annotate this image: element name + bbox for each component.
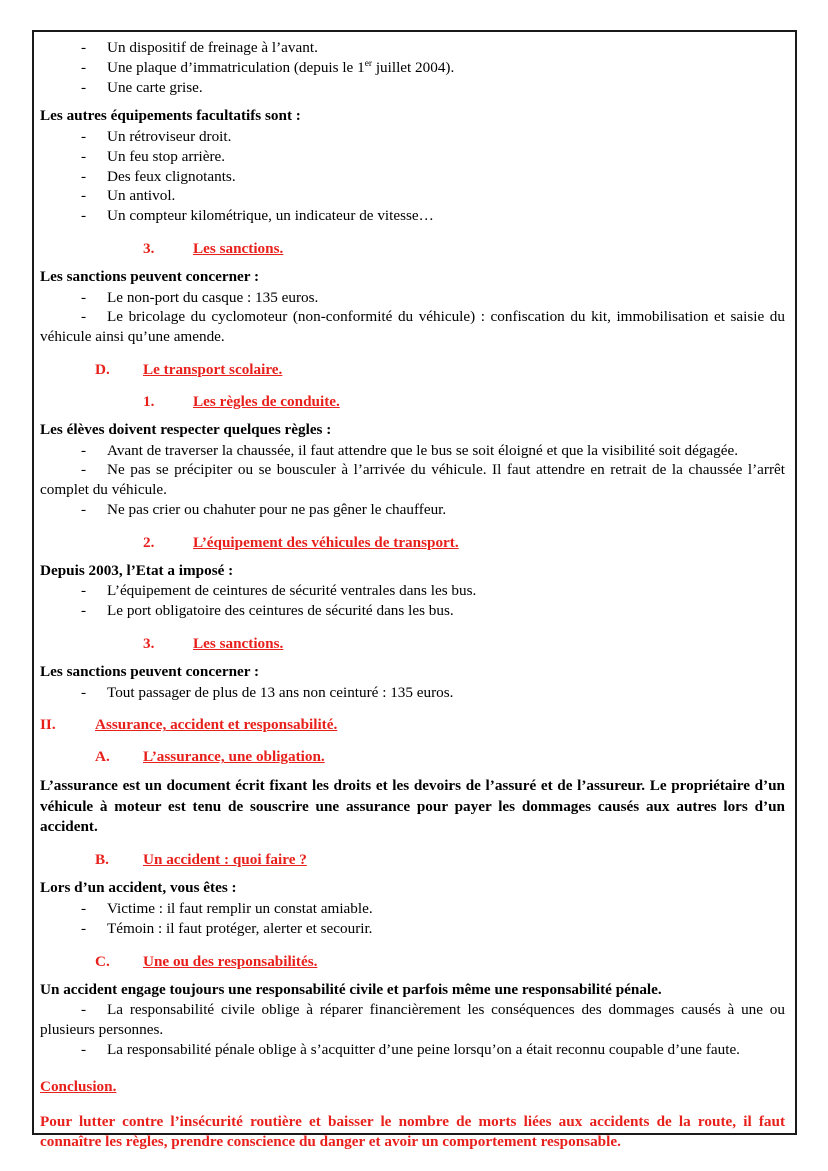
list-item: [40, 167, 785, 187]
heading-title: Conclusion.: [40, 1077, 117, 1095]
list-item-text: Le port obligatoire des ceintures de sécurité dans les bus.: [107, 602, 454, 620]
bullet-dash: -: [81, 461, 87, 479]
list-item-text: Une plaque d’immatriculation (depuis le 1: [107, 58, 365, 76]
bullet-dash: -: [81, 207, 87, 225]
paragraph-lead: Lors d’un accident, vous êtes :: [40, 879, 237, 897]
list-item: [40, 78, 785, 98]
list-item: [40, 58, 785, 78]
heading-number: 3.: [143, 634, 155, 652]
bullet-dash: -: [81, 441, 87, 459]
list-item: [40, 38, 785, 58]
list-item-text-tail: juillet 2004).: [372, 58, 455, 76]
heading-sanctions-transport: [40, 635, 785, 653]
list-item-text: La responsabilité civile oblige à réparer financièrement les conséquences des dommages causés à une ou plusieurs personnes.: [40, 1001, 785, 1039]
list-item-text: Le bricolage du cyclomoteur (non-conformité du véhicule) : confiscation du kit, immobilisation et saisie du véhicule ainsi qu’une amende.: [40, 308, 785, 346]
heading-title: Un accident : quoi faire ?: [143, 851, 307, 869]
heading-number: II.: [40, 716, 56, 734]
heading-number: 3.: [143, 239, 155, 257]
bullet-dash: -: [81, 900, 87, 918]
bullet-dash: -: [81, 1001, 87, 1019]
list-item: [40, 460, 785, 500]
list-item: [40, 1040, 785, 1060]
bullet-dash: -: [81, 128, 87, 146]
heading-sanctions-cyclomoteur: [40, 240, 785, 258]
bullet-dash: -: [81, 167, 87, 185]
ordinal-superscript: er: [364, 58, 373, 69]
list-item-text: Un antivol.: [107, 187, 176, 205]
heading-title: L’équipement des véhicules de transport.: [193, 533, 459, 551]
bullet-dash: -: [81, 187, 87, 205]
paragraph-lead: Les élèves doivent respecter quelques règles :: [40, 420, 332, 438]
heading-assurance-section: [40, 716, 785, 734]
paragraph-assurance: L’assurance est un document écrit fixant les droits et les devoirs de l’assuré et de l’assureur. Le propriétaire d’un véhicule à moteur est tenu de souscrire une assurance pour payer les dommages causés aux autres lors d’un accident.: [40, 777, 785, 836]
heading-number: B.: [95, 851, 109, 869]
heading-title: Une ou des responsabilités.: [143, 952, 318, 970]
bullet-dash: -: [81, 147, 87, 165]
paragraph-lead: Un accident engage toujours une responsabilité civile et parfois même une responsabilité pénale.: [40, 980, 662, 998]
bullet-dash: -: [81, 919, 87, 937]
list-item: [40, 307, 785, 347]
list-item: [40, 500, 785, 520]
list-item-text: Le non-port du casque : 135 euros.: [107, 288, 319, 306]
heading-accident-quoi-faire: [40, 851, 785, 869]
heading-title: Le transport scolaire.: [143, 360, 283, 378]
list-item: [40, 581, 785, 601]
list-item: [40, 147, 785, 167]
paragraph-lead: Depuis 2003, l’Etat a imposé :: [40, 561, 234, 579]
heading-conclusion: [40, 1078, 785, 1096]
list-item-text: Un compteur kilométrique, un indicateur de vitesse…: [107, 207, 434, 225]
list-item-text: Tout passager de plus de 13 ans non ceinturé : 135 euros.: [107, 683, 454, 701]
bullet-dash: -: [81, 288, 87, 306]
bullet-dash: -: [81, 308, 87, 326]
heading-number: 2.: [143, 533, 155, 551]
list-item-text: Un dispositif de freinage à l’avant.: [107, 39, 318, 56]
list-item: [40, 899, 785, 919]
heading-assurance-obligation: [40, 748, 785, 766]
paragraph-lead: Les autres équipements facultatifs sont :: [40, 107, 301, 125]
list-item-text: Des feux clignotants.: [107, 167, 236, 185]
heading-title: Les règles de conduite.: [193, 392, 340, 410]
list-item-text: La responsabilité pénale oblige à s’acquitter d’une peine lorsqu’on a était reconnu coupable d’une faute.: [107, 1040, 740, 1058]
heading-number: D.: [95, 360, 110, 378]
bullet-dash: -: [81, 683, 87, 701]
bullet-dash: -: [81, 58, 87, 76]
paragraph-lead: Les sanctions peuvent concerner :: [40, 662, 260, 680]
heading-number: 1.: [143, 392, 155, 410]
page-content: [34, 32, 795, 1152]
bullet-dash: -: [81, 39, 87, 56]
heading-regles-conduite: [40, 393, 785, 411]
list-item-text: Témoin : il faut protéger, alerter et secourir.: [107, 919, 373, 937]
heading-title: Les sanctions.: [193, 239, 284, 257]
heading-title: L’assurance, une obligation.: [143, 748, 325, 766]
heading-title: Les sanctions.: [193, 634, 284, 652]
heading-responsabilites: [40, 953, 785, 971]
list-item: [40, 919, 785, 939]
document-page: [32, 30, 797, 1150]
bullet-dash: -: [81, 582, 87, 600]
bullet-dash: -: [81, 500, 87, 518]
list-item-text: L’équipement de ceintures de sécurité ventrales dans les bus.: [107, 582, 477, 600]
bullet-dash: -: [81, 602, 87, 620]
list-item-text: Victime : il faut remplir un constat amiable.: [107, 900, 373, 918]
list-item-text: Ne pas crier ou chahuter pour ne pas gêner le chauffeur.: [107, 500, 447, 518]
list-item-text: Une carte grise.: [107, 78, 203, 96]
heading-transport-scolaire: [40, 361, 785, 379]
heading-number: C.: [95, 952, 110, 970]
list-item: [40, 683, 785, 703]
paragraph-lead: Les sanctions peuvent concerner :: [40, 267, 260, 285]
heading-number: A.: [95, 748, 110, 766]
list-item-text: Un rétroviseur droit.: [107, 128, 232, 146]
list-item: [40, 186, 785, 206]
list-item: [40, 601, 785, 621]
heading-title: Assurance, accident et responsabilité.: [95, 716, 338, 734]
list-item: [40, 206, 785, 226]
heading-equipement-vehicules: [40, 534, 785, 552]
bullet-dash: -: [81, 1040, 87, 1058]
paragraph-conclusion: Pour lutter contre l’insécurité routière et baisser le nombre de morts liées aux accidents de la route, il faut connaître les règles, prendre conscience du danger et avoir un comportement responsable.: [40, 1112, 785, 1150]
list-item-text: Avant de traverser la chaussée, il faut attendre que le bus se soit éloigné et que la visibilité soit dégagée.: [107, 441, 739, 459]
list-item-text: Un feu stop arrière.: [107, 147, 226, 165]
bullet-dash: -: [81, 78, 87, 96]
list-item: [40, 441, 785, 461]
list-item: [40, 1000, 785, 1040]
list-item: [40, 288, 785, 308]
list-item-text: Ne pas se précipiter ou se bousculer à l’arrivée du véhicule. Il faut attendre en retrait de la chaussée l’arrêt complet du véhicule.: [40, 461, 785, 499]
list-item: [40, 127, 785, 147]
